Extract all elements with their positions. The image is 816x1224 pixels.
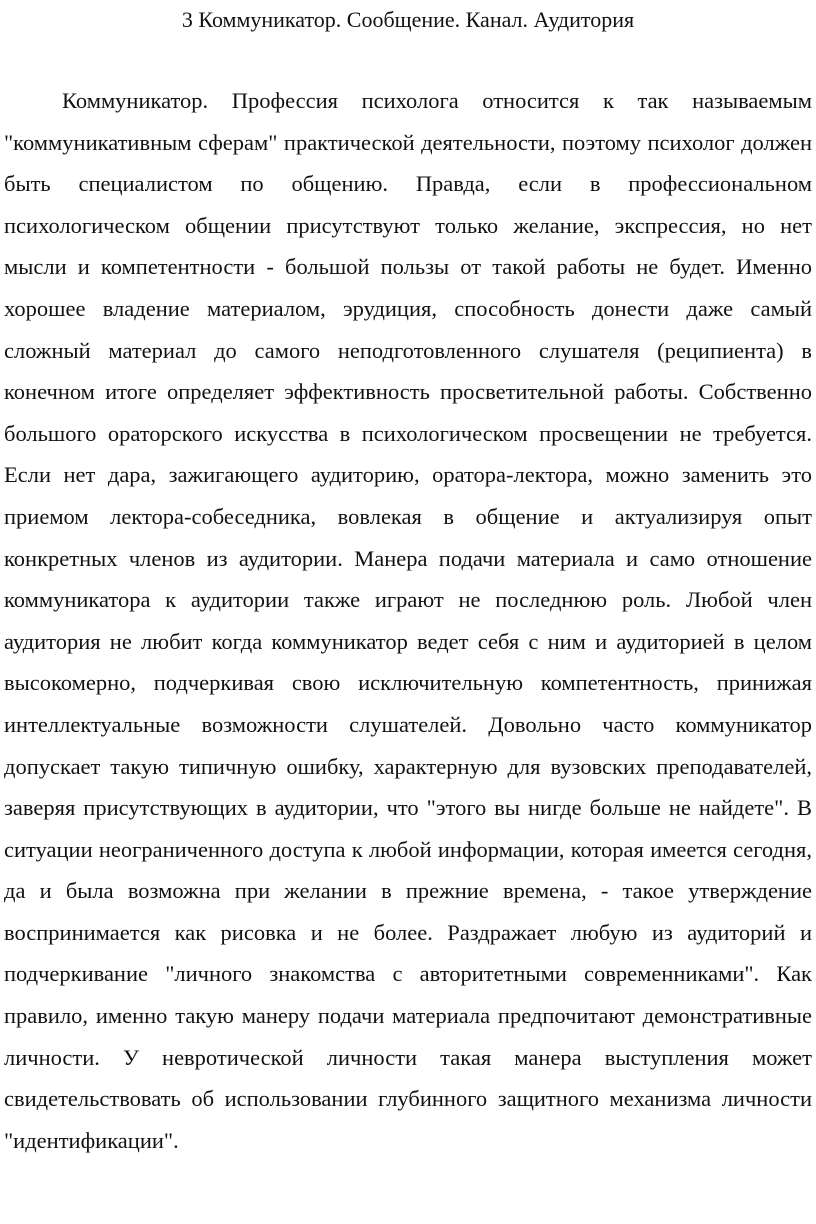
section-title: 3 Коммуникатор. Сообщение. Канал. Аудитория — [181, 7, 635, 32]
body-paragraph: Коммуникатор. Профессия психолога относится к так называемым "коммуникативным сферам" практической деятельности, поэтому психолог должен быть специалистом по общению. Правда, если в профессиональном психологическом общении присутствуют только желание, экспрессия, но нет мысли и компетентности - большой пользы от такой работы не будет. Именно хорошее владение материалом, эрудиция, способность донести даже самый сложный материал до самого неподготовленного слушателя (реципиента) в конечном итоге определяет эффективность просветительной работы. Собственно большого ораторского искусства в психологическом просвещении не требуется. Если нет дара, зажигающего аудиторию, оратора-лектора, можно заменить это приемом лектора-собеседника, вовлекая в общение и актуализируя опыт конкретных членов из аудитории. Манера подачи материала и само отношение коммуникатора к аудитории также играют не последнюю роль. Любой член аудитория не любит когда коммуникатор ведет себя с ним и аудиторией в целом высокомерно, подчеркивая свою исключительную компетентность, принижая интеллектуальные возможности слушателей. Довольно часто коммуникатор допускает такую типичную ошибку, характерную для вузовских преподавателей, заверяя присутствующих в аудитории, что "этого вы нигде больше не найдете". В ситуации неограниченного доступа к любой информации, которая имеется сегодня, да и была возможна при желании в прежние времена, - такое утверждение воспринимается как рисовка и не более. Раздражает любую из аудиторий и подчеркивание "личного знакомства с авторитетными современниками". Как правило, именно такую манеру подачи материала предпочитают демонстративные личности. У невротической личности такая манера выступления может свидетельствовать об использовании глубинного защитного механизма личности "идентификации". — [4, 88, 812, 1153]
